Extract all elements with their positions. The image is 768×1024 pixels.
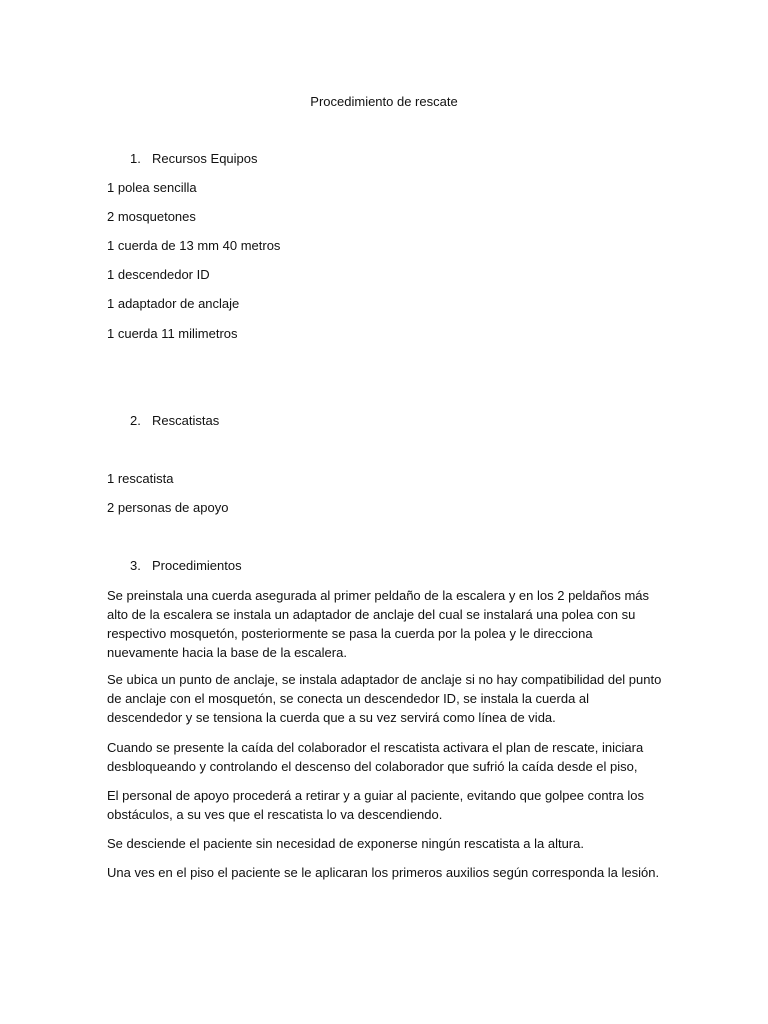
list-item: 2 personas de apoyo <box>107 500 229 515</box>
section-title: Rescatistas <box>152 413 220 428</box>
section-title: Procedimientos <box>152 558 242 573</box>
section-number: 3. <box>130 558 141 573</box>
list-item: 1 cuerda 11 milimetros <box>107 326 238 341</box>
list-item: 1 descendedor ID <box>107 267 210 282</box>
paragraph: Se desciende el paciente sin necesidad de exponerse ningún rescatista a la altura. <box>107 836 584 851</box>
paragraph: Se ubica un punto de anclaje, se instala adaptador de anclaje si no hay compatibilidad del punto de anclaje con el mosquetón, se conecta un descendedor ID, se instala la cuerda al descendedor y se tensiona la cuerda que a su vez servirá como línea de vida. <box>107 672 662 725</box>
paragraph: Cuando se presente la caída del colaborador el rescatista activara el plan de rescate, iniciara desbloqueando y controlando el descenso del colaborador que sufrió la caída desde el piso, <box>107 740 644 774</box>
list-item: 1 adaptador de anclaje <box>107 296 240 311</box>
list-item: 1 polea sencilla <box>107 180 197 195</box>
paragraph: El personal de apoyo procederá a retirar y a guiar al paciente, evitando que golpee contra los obstáculos, a su ves que el rescatista lo va descendiendo. <box>107 788 644 822</box>
page-title: Procedimiento de rescate <box>310 94 458 109</box>
section-number: 1. <box>130 151 141 166</box>
paragraph: Se preinstala una cuerda asegurada al primer peldaño de la escalera y en los 2 peldaños más alto de la escalera se instala un adaptador de anclaje del cual se instalará una polea con su respectivo mosquetón, posteriormente se pasa la cuerda por la polea y le direcciona nuevamente hacia la base de la escalera. <box>107 588 650 660</box>
section-title: Recursos Equipos <box>152 151 258 166</box>
section-heading-recursos <box>130 150 258 168</box>
paragraph: Una ves en el piso el paciente se le aplicaran los primeros auxilios según corresponda la lesión. <box>107 865 660 880</box>
list-item: 1 rescatista <box>107 471 174 486</box>
list-item: 2 mosquetones <box>107 209 196 224</box>
section-heading-rescatistas <box>130 412 219 430</box>
list-item: 1 cuerda de 13 mm 40 metros <box>107 238 281 253</box>
section-number: 2. <box>130 413 141 428</box>
section-heading-procedimientos <box>130 557 242 575</box>
